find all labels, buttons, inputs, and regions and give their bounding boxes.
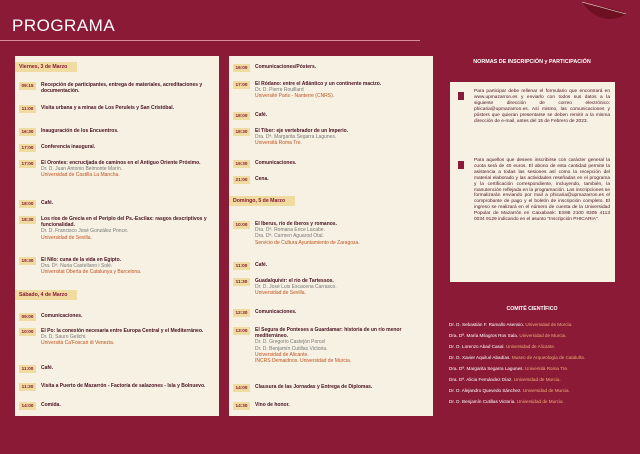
schedule-item [19,144,215,150]
member-affiliation: Museo de Arqueología de Cataluña. [511,355,586,360]
schedule-item [19,216,215,241]
normas-paragraph-2: Para aquellos que deseen inscribirse con carácter general la cuota será de 40 euros. El abono de esta cantidad permite la asistencia a todas las sesiones así como la recepción del material elaborado y las actividades reseñadas en el programa y la certificación correspondiente, incluyendo, también, la manutención reflejada en la programación. Las inscripciones se formalizarán enviando por mail a phicaria@upmazarron.es el comprobante de pago y el boletín de inscripción completo. El ingreso se realizará en el número de cuenta de la Universidad Popular de Mazarrón en Caixabank: ES98 2100 8305 4113 0034 9129 indicando en el asunto "Inscripción PHICARIA". [474,158,610,223]
schedule-item [19,402,215,408]
day-header-friday: Viernes, 3 de Marzo [15,62,77,72]
time-badge: 11:00 [19,365,36,373]
schedule-item [19,365,215,371]
time-badge: 09:00 [19,313,36,321]
time-badge: 14:00 [19,402,36,410]
schedule-item [233,278,429,297]
schedule-item [233,309,429,315]
schedule-item [233,128,429,147]
time-badge: 18:30 [19,216,36,224]
schedule-column-2 [229,56,433,416]
speaker: Dr. D. Francisco José González Ponce. [41,228,129,235]
committee-member [449,377,624,383]
committee-member [449,333,624,339]
schedule-item [233,112,429,118]
item-title: Comunicaciones. [255,160,297,166]
institution: Università Ca'Foscari di Venezia. [41,340,115,347]
bullet-square-icon [458,92,464,100]
member-affiliation: Universidad de Murcia. [516,399,564,404]
item-title: Café. [255,112,268,118]
time-badge: 19:30 [19,257,36,265]
item-title: Recepción de participantes, entrega de materiales, acreditaciones y documentación. [41,82,203,95]
time-badge: 10:00 [233,221,250,229]
normas-title: NORMAS DE INSCRIPCIÓN y PARTICIPACIÓN [473,59,591,65]
schedule-item [19,160,215,179]
committee-member [449,366,624,372]
time-badge: 14:00 [233,384,250,392]
schedule-item [233,384,429,390]
item-title: Comunicaciones/Pósters. [255,64,317,70]
day-header-sunday: Domingo, 5 de Marzo [229,196,295,206]
item-title: Cena. [255,176,269,182]
schedule-item [233,176,429,182]
time-badge: 17:00 [19,144,36,152]
committee-member [449,322,624,328]
item-title: El Iberus, río de iberos y romanos. [255,221,337,227]
member-name: Dr. D. Benjamín Cutillas Victoria. [449,399,516,404]
speaker: Dra. Dª. Margarita Segarra Lagunes. [255,134,337,141]
time-badge: 17:00 [19,160,36,168]
title-divider [0,40,420,41]
speaker: Dr. D. Pierre Rouillard [255,87,304,94]
institution: Universitat Oberta de Catalunya y Barcelona. [41,269,142,276]
time-badge: 18:00 [233,112,250,120]
item-title: El Segura de Ponteses a Guardamar: historia de un río menor mediterráneo. [255,327,402,340]
speaker: Dra. Dª. Romana Erice Lacabe. Dra. Dª. Carmen Aguarod Otal. [255,227,325,240]
member-name: Dr. D. Xavier Aquilué Abadías. [449,355,511,360]
member-affiliation: Universidad de Alicante. [505,344,556,349]
item-title: El Nilo: cuna de la vida en Egipto. [41,257,122,263]
committee-member [449,399,624,405]
item-title: Comunicaciones. [255,309,297,315]
institution: Universidad de Alicante. INCRS Demaidnos. Universidad de Murcia. [255,351,352,365]
bullet-square-icon [458,161,464,169]
schedule-item [233,402,429,408]
institution: Universidad de Sevilla. [41,234,92,241]
speaker: Dr. D. Sauro Gelichi. [41,334,87,341]
time-badge: 18:00 [19,200,36,208]
institution: Servicio de Cultura Ayuntamiento de Zaragoza. [255,239,360,246]
leaf-decoration [574,0,634,28]
item-title: Vino de honor. [255,402,290,408]
item-title: Los ríos de Grecia en el Periplo del Ps.-Escilax: rasgos descriptivos y funcionalidad. [41,216,207,229]
schedule-item [19,328,215,347]
item-title: El Ródano: entre el Atlántico y un continente macizo. [255,81,382,87]
schedule-item [19,383,215,389]
item-title: Inauguración de los Encuentros. [41,128,119,134]
member-name: Dr. D. Lorenzo Abad Casal. [449,344,505,349]
schedule-item [19,200,215,206]
member-affiliation: Universidad de Murcia. [525,322,573,327]
schedule-item [233,81,429,100]
time-badge: 11:30 [233,278,250,286]
member-affiliation: Università Roma Tre. [525,366,569,371]
time-badge: 18:30 [233,128,250,136]
normas-paragraph-1: Para participar debe rellenar el formulario que encontrará en www.upmazarron.es y enviarlo con todos sus datos a la siguiente dirección de correo electrónico: phicaria@upmazarron.es. Así mismo, las comunicaciones y pósters que quieran presentarse se deben remitir a la misma dirección de e-mail, antes del 15 de Febrero de 2023. [474,89,610,124]
item-title: Café. [255,262,268,268]
member-name: Dra. Dª. María Milagros Ros Sala. [449,333,519,338]
schedule-item [19,257,215,276]
comite-title: COMITÉ CIENTÍFICO [506,306,558,312]
speaker: Dra. Dª. Nuria Castellano i Solé. [41,263,113,270]
time-badge: 11:00 [19,105,36,113]
member-name: Dra. Dª. Margarita Segarra Lagunes. [449,366,524,371]
institution: Università Roma Tre. [255,140,302,147]
time-badge: 11:30 [19,383,36,391]
time-badge: 16:00 [233,64,250,72]
item-title: El Tíber: eje vertebrador de un Imperio. [255,128,349,134]
item-title: Visita a Puerto de Mazarrón - Factoría de salazones - Isla y Bolnuevo. [41,383,206,389]
schedule-item [233,327,429,364]
page-title: PROGRAMA [12,16,116,35]
schedule-item [233,221,429,246]
institution: Universidad de Sevilla. [255,290,306,297]
item-title: Café. [41,365,54,371]
time-badge: 10:00 [19,328,36,336]
item-title: Clausura de las Jornadas y Entrega de Diplomas. [255,384,373,390]
member-affiliation: Universidad de Murcia. [513,377,561,382]
time-badge: 11:00 [233,262,250,270]
item-title: Comunicaciones. [41,313,83,319]
item-title: Café. [41,200,54,206]
schedule-item [19,313,215,319]
member-affiliation: Universidad de Murcia. [522,388,570,393]
speaker: Dr. D. Juan Antonio Belmonte Marín. [41,166,123,173]
day-header-saturday: Sábado, 4 de Marzo [15,290,77,300]
member-name: Dr. D. Alejandro Quevedo Sánchez. [449,388,522,393]
time-badge: 14:30 [233,402,250,410]
committee-member [449,355,624,361]
schedule-item [19,105,215,111]
item-title: Conferencia inaugural. [41,144,96,150]
schedule-item [19,128,215,134]
speaker: Dr. D. Gregorio Castejón Porcel Dr. D. Benjamín Cutillas Victoria. [255,339,328,352]
schedule-column-1 [15,56,219,416]
committee-member [449,344,624,350]
time-badge: 17:00 [233,81,250,89]
time-badge: 19:30 [233,160,250,168]
time-badge: 13:00 [233,327,250,335]
institution: Universidad de Castilla La Mancha. [41,172,120,179]
member-name: Dra. Dª. Alicia Fernández Díaz. [449,377,513,382]
member-name: Dr. D. Sebastián F. Ramallo Asensio. [449,322,525,327]
item-title: Visita urbana y a minas de Los Peruleis y San Cristóbal. [41,105,175,111]
committee-member [449,388,624,394]
schedule-item [233,160,429,166]
time-badge: 09:15 [19,82,36,90]
time-badge: 16:30 [19,128,36,136]
schedule-item [233,64,429,70]
schedule-item [19,82,215,94]
schedule-item [233,262,429,268]
item-title: El Orontes: encrucijada de caminos en el Antiguo Oriente Próximo. [41,160,201,166]
item-title: Comida. [41,402,61,408]
time-badge: 12:30 [233,309,250,317]
member-affiliation: Universidad de Murcia. [519,333,567,338]
institution: Université Paris - Nanterre (CNRS). [255,93,335,100]
speaker: Dr. D. José Luis Escacena Carrasco. [255,284,337,291]
time-badge: 21:00 [233,176,250,184]
item-title: El Po: la conexión necesaria entre Europa Central y el Mediterráneo. [41,328,204,334]
item-title: Guadalquivir: el río de Tartessos. [255,278,334,284]
